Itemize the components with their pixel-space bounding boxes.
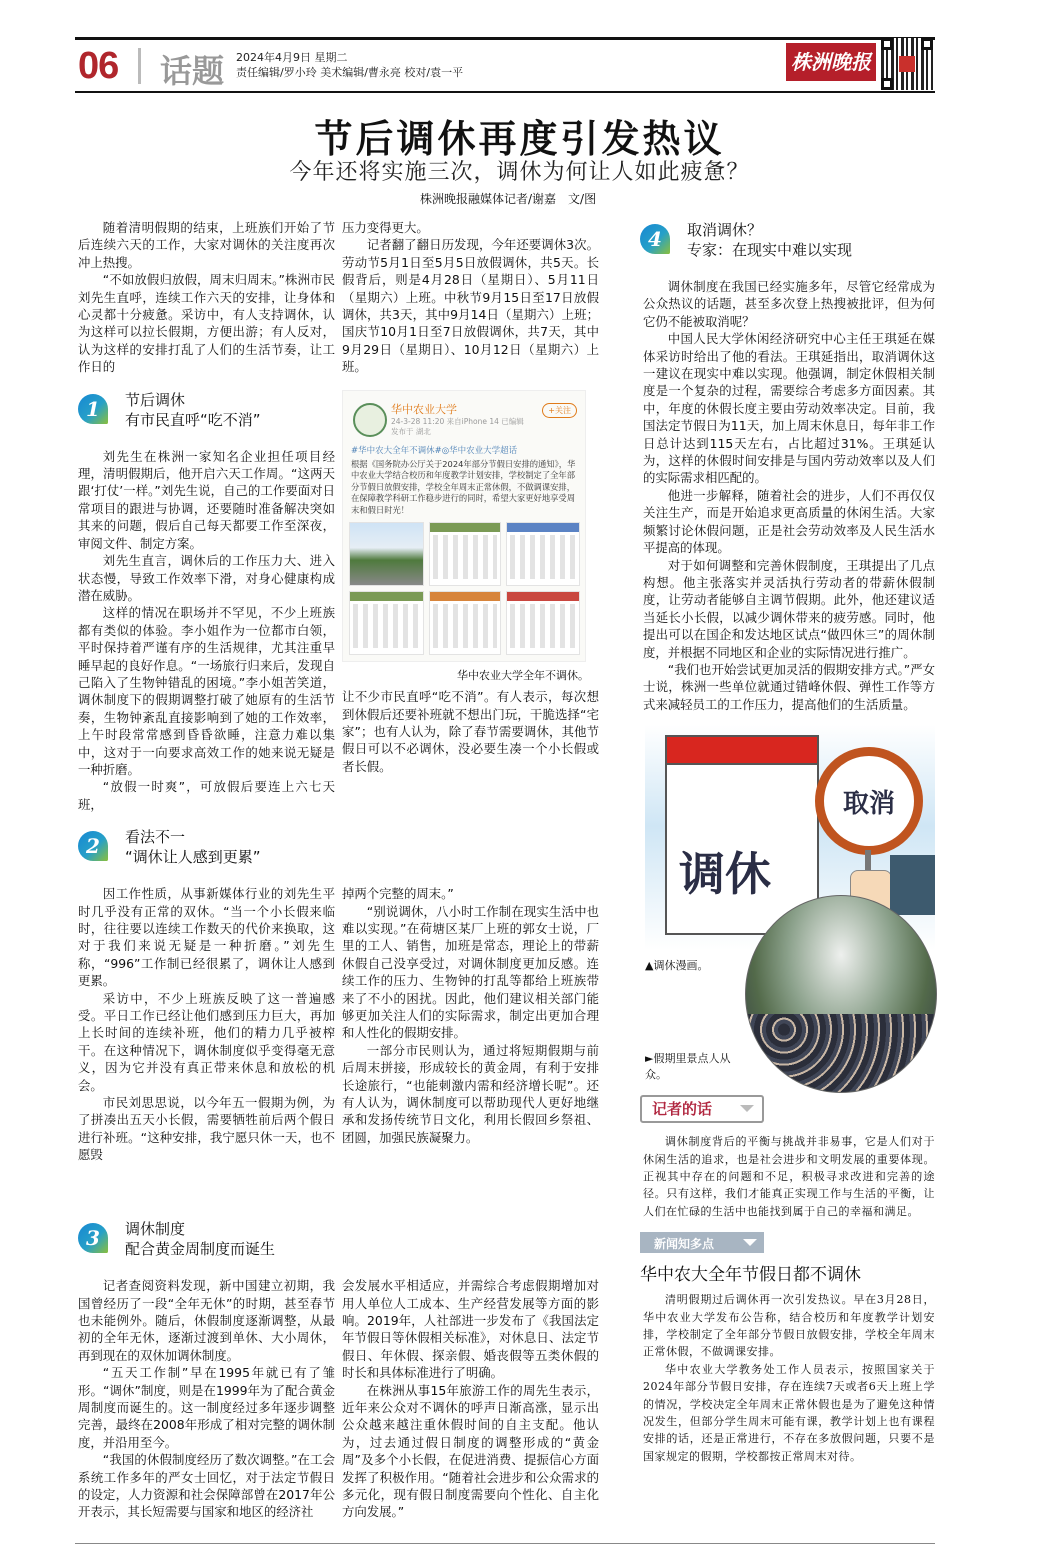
- news-box-body: [640, 1291, 935, 1465]
- issue-meta: [236, 50, 463, 80]
- weibo-account: 华中农业大学: [391, 402, 457, 416]
- bottom-rule: [75, 1543, 935, 1544]
- paragraph: 在株洲从事15年旅游工作的周先生表示，近年来公众对不调休的呼声日渐高涨，显示出公众越来越注重休假时间的自主支配。他认为，过去通过假日制度的调整形成的“黄金周”及多个小长假，在促进消费、提振信心方面发挥了积极作用。“随着社会进步和公众需求的多元化，现有假日制度需要向个性化、自主化方向发展。”: [342, 1382, 599, 1520]
- holiday-calendar: [506, 591, 580, 655]
- heading-line: 有市民直呼“吃不消”: [125, 410, 261, 429]
- section4-col: [640, 278, 935, 713]
- holiday-calendar: [506, 522, 580, 586]
- cancel-sign: 取消: [815, 747, 923, 855]
- post-location: 发布于 湖北: [391, 426, 431, 436]
- section-number-badge: 2: [78, 831, 108, 861]
- right-column: [640, 220, 935, 1465]
- paragraph: “别说调休，八小时工作制在现实生活中也难以实现。”在荷塘区某厂上班的郭女士说，厂里的工人、销售，加班是常态，理论上的带薪休假自己没享受过，对调休制度更加反感。连续工作的压力、生物钟的打乱等都给上班族带来了不小的困扰。因此，他们建议相关部门能够更加关注人们的实际需求，制定出更加合理和人性化的假期安排。: [342, 903, 599, 1041]
- paragraph: “我们也开始尝试更加灵活的假期安排方式。”严女士说，株洲一些单位就通过错峰休假、弹性工作等方式来减轻员工的工作压力，提高他们的生活质量。: [643, 661, 935, 712]
- editors: 责任编辑/罗小玲 美术编辑/曹永亮 校对/袁一平: [236, 66, 464, 79]
- post-time: 24-3-28 11:20 来自iPhone 14 已编辑: [391, 416, 524, 426]
- paragraph: 华中农业大学教务处工作人员表示，按照国家关于2024年部分节假日安排，存在连续7天或者6天上班上学的情况，学校决定全年周末正常休假也是为了避免这种情况发生，但部分学生周末可能有课，教学计划上也有课程安排的话，还是正常进行，不存在多放假问题，只要不是国家规定的假期，学校都按正常周末对待。: [643, 1362, 935, 1463]
- heading-line: “调休让人感到更累”: [125, 848, 261, 867]
- heading-line: 配合黄金周制度而诞生: [125, 1240, 276, 1259]
- intro-col1: [78, 219, 335, 390]
- chevron-down-icon: [740, 1105, 754, 1112]
- crowd-photo: [745, 895, 937, 1093]
- section3-col2: [342, 1219, 599, 1535]
- calendar-binding: [665, 735, 819, 765]
- issue-date: 2024年4月9日 星期二: [236, 51, 348, 64]
- heading-line: 看法不一: [125, 828, 186, 847]
- weibo-images: [349, 522, 579, 655]
- paragraph: 这样的情况在职场并不罕见，不少上班族都有类似的体验。李小姐作为一位都市白领，平时保持着严谨有序的生活规律，尤其注重早睡早起的良好作息。“一场旅行归来后，发现自己陷入了生物钟错乱的困境。”李小姐苦笑道，调休制度下的假期调整打破了她原有的生活节奏，生物钟紊乱直接影响到了她的工作效率，上午时段常常感到昏昏欲睡，注意力难以集中，这对于一向要求高效工作的她来说无疑是一种折磨。: [78, 605, 335, 777]
- paragraph: 让不少市民直呼“吃不消”。有人表示，每次想到休假后还要补班就不想出门玩，干脆选择“宅家”；也有人认为，除了春节需要调休，其他节假日可以不必调休，没必要生凑一个小长假或者长假。: [342, 689, 599, 774]
- paragraph: 清明假期过后调休再一次引发热议。早在3月28日，华中农业大学发布公告称，结合校历和年度教学计划安排，学校制定了全年部分节假日放假安排，学校全年周末正常休假，不做调课安排。: [643, 1293, 935, 1359]
- section-number-badge: 3: [78, 1223, 108, 1253]
- heading-line: 节后调休: [125, 390, 186, 409]
- heading-line: 调休制度: [125, 1220, 186, 1239]
- article-subtitle: 今年还将实施三次，调休为何让人如此疲惫？: [289, 160, 750, 185]
- section-number-badge: 1: [78, 394, 108, 424]
- heading-line: 取消调休？: [687, 221, 763, 239]
- news-box-label: [640, 1232, 764, 1253]
- paragraph: 掉两个完整的周末。”: [342, 886, 454, 902]
- paragraph: “我国的休假制度经历了数次调整。”在工会系统工作多年的严女士回忆，对于法定节假日的设定，人力资源和社会保障部曾在2017年公开表示，其长短需要与国家和地区的经济社: [78, 1452, 335, 1520]
- section2-col1: [78, 827, 335, 1219]
- paragraph: 随着清明假期的结束，上班族们开始了节后连续六天的工作，大家对调休的关注度再次冲上热搜。: [78, 220, 335, 270]
- section2-col2: [342, 827, 599, 1219]
- label-text: 记者的话: [652, 1100, 713, 1119]
- heading-line: 专家：在现实中难以实现: [687, 241, 853, 259]
- paragraph: “不如放假归放假，周末归周末。”株洲市民刘先生直呼，连续工作六天的安排，让身体和心灵都十分疲惫。采访中，有人支持调休，认为这样可以拉长假期，方便出游；有人反对，认为这样的安排打乱了人们的生活节奏，让工作日的: [78, 272, 335, 375]
- intro-col2: [342, 219, 599, 390]
- paragraph: 对于如何调整和完善休假制度，王琪提出了几点构想。他主张落实并灵活执行劳动者的带薪休假制度，让劳动者能够自主调节假期。此外，他还建议适当延长小长假，以减少调休带来的疲劳感。同时，他提出可以在国企和发达地区试点“做四休三”的周休制度，并根据不同地区和企业的实际情况进行推广。: [643, 557, 935, 660]
- section-heading: [125, 827, 261, 867]
- sleeve: [890, 855, 935, 915]
- paragraph: 记者查阅资料发现，新中国建立初期，我国曾经历了一段“全年无休”的时期，甚至春节也未能例外。随后，休假制度逐渐调整，从最初的全年无休，逐渐过渡到单休、大小周休，再到现在的双休加调休制度。: [78, 1278, 335, 1363]
- label-text: 新闻知多点: [654, 1237, 715, 1252]
- weibo-caption: 华中农业大学全年不调休。: [457, 669, 589, 683]
- cartoon-caption: ▲调休漫画。: [645, 959, 709, 973]
- paragraph: 刘先生在株洲一家知名企业担任项目经理，清明假期后，他开启六天工作周。“这两天跟‘打仗’一样。”刘先生说，自己的工作要面对日常项目的跟进与协调，还要随时准备解决突如其来的问题，假后自己每天都要工作至深夜，审阅文件、制定方案。: [78, 448, 335, 551]
- section-heading-block: [78, 390, 335, 448]
- university-avatar: [353, 403, 387, 437]
- section-number-badge: 4: [640, 224, 670, 254]
- crowd: [746, 1014, 936, 1092]
- weibo-header: [343, 391, 585, 445]
- article-title: 节后调休再度引发热议: [314, 117, 725, 161]
- top-rule: [75, 37, 935, 40]
- paragraph: 记者翻了翻日历发现，今年还要调休3次。劳动节5月1日至5月5日放假调休，共5天。长假背后，则是4月28日（星期日）、5月11日（星期六）上班。中秋节9月15日至17日放假调休，共3天，其中9月14日（星期六）上班；国庆节10月1日至7日放假调休，共7天，其中9月29日（星期日）、10月12日（星期六）上班。: [342, 237, 599, 375]
- section-name: 话题: [160, 52, 225, 90]
- page-number: 06: [78, 45, 119, 87]
- paragraph: “五天工作制”早在1995年就已有了雏形。“调休”制度，则是在1999年为了配合黄金周制度而诞生的。这一制度经过多年逐步调整完善，最终在2008年形成了相对完整的调休制度，并沿用至今。: [78, 1365, 335, 1450]
- section-heading-block: [640, 220, 935, 278]
- holiday-calendar: [349, 591, 424, 655]
- weibo-hashtag: #华中农大全年不调休#◎华中农业大学超话: [351, 445, 518, 456]
- section-heading-block: [78, 1219, 335, 1277]
- paragraph: 因工作性质，从事新媒体行业的刘先生平时几乎没有正常的双休。“当一个小长假来临时，往往要以连续工作数天的代价来换取，这对于我们来说无疑是一种折磨。”刘先生称，“996”工作制已经很累了，调休让人感到更累。: [78, 886, 335, 989]
- paragraph: “放假一时爽”，可放假后要连上六七天班，: [78, 779, 335, 812]
- reporter-note-body: [640, 1133, 935, 1220]
- divider: [138, 48, 141, 84]
- chevron-down-icon: [743, 1239, 757, 1246]
- paragraph: 中国人民大学休闲经济研究中心主任王琪延在媒体采访时给出了他的看法。王琪延指出，取消调休这一建议在现实中难以实现。他强调，制定休假相关制度是一个复杂的过程，需要综合考虑多方面因素。其中，年度的休假长度主要由劳动效率决定。目前，我国法定节假日为11天，加上周末休息日，每年非工作日总计达到115天左右，占比超过31%。王琪延认为，这样的休假时间安排是与国内劳动效率以及人们的实际需求相匹配的。: [643, 331, 935, 486]
- header-rule: [75, 91, 935, 93]
- paragraph: 调休制度背后的平衡与挑战并非易事，它是人们对于休闲生活的追求，也是社会进步和文明发展的重要体现。正视其中存在的问题和不足，积极寻求改进和完善的途径。只有这样，我们才能真正实现工作与生活的平衡，让人们在忙碌的生活中也能找到属于自己的幸福和满足。: [643, 1135, 935, 1218]
- news-box-headline: 华中农大全年节假日都不调休: [640, 1265, 861, 1286]
- byline: 株洲晚报融媒体记者/谢嘉 文/图: [420, 192, 597, 206]
- paragraph: 压力变得更大。: [342, 220, 429, 235]
- illustrations: [640, 725, 935, 1093]
- reporter-note-label: [640, 1095, 764, 1123]
- photo-caption: ►假期里景点人从众。: [645, 1052, 731, 1082]
- follow-button: +关注: [542, 403, 577, 418]
- left-columns: [78, 219, 599, 1535]
- section-heading: [687, 220, 852, 260]
- paragraph: 他进一步解释，随着社会的进步，人们不再仅仅关注生产，而是开始追求更高质量的休闲生活。大家频繁讨论休假问题，正是社会劳动效率及人民生活水平提高的体现。: [643, 487, 935, 556]
- section-heading: [125, 1219, 275, 1259]
- section1-col2: [342, 390, 599, 828]
- weibo-text: 根据《国务院办公厅关于2024年部分节假日安排的通知》，华中农业大学结合校历和年度教学计划安排，学校制定了全年部分节假日放假安排，学校全年周末正常休假，不做调课安排，在保障教学科研工作稳步进行的同时，希望大家更好地享受周末和假日时光！: [351, 458, 576, 515]
- campus-photo: [349, 522, 424, 586]
- section-heading-block: [78, 827, 335, 885]
- section3-col1: [78, 1219, 335, 1535]
- masthead-logo: 株洲晚报: [786, 43, 876, 81]
- weibo-time: [391, 417, 524, 437]
- paragraph: 刘先生直言，调休后的工作压力大、进入状态慢，导致工作效率下滑，对身心健康构成潜在威胁。: [78, 553, 335, 603]
- paragraph: 一部分市民则认为，通过将短期假期与前后周末拼接，形成较长的黄金周，有利于安排长途旅行，“也能刺激内需和经济增长呢”。还有人认为，调休制度可以帮助现代人更好地继承和发扬传统节日文化，利用长假回乡祭祖、团圆，加强民族凝聚力。: [342, 1042, 599, 1145]
- qr-code-icon: [881, 38, 933, 90]
- holiday-calendar: [429, 522, 501, 586]
- holiday-calendar: [429, 591, 501, 655]
- calendar-text: 调休: [679, 847, 771, 902]
- paragraph: 采访中，不少上班族反映了这一普遍感受。平日工作已经让他们感到压力巨大，再加上长时间的连续补班，他们的精力几乎被榨干。在这种情况下，调休制度似乎变得毫无意义，因为它并没有真正带来休息和放松的机会。: [78, 990, 335, 1093]
- paragraph: 调休制度在我国已经实施多年，尽管它经常成为公众热议的话题，甚至多次登上热搜被批评，但为何它仍不能被取消呢？: [643, 279, 935, 329]
- section1-col1: [78, 390, 335, 828]
- weibo-post-screenshot: [342, 390, 586, 663]
- paragraph: 会发展水平相适应，并需综合考虑假期增加对用人单位人工成本、生产经营发展等方面的影响。2019年，人社部进一步发布了《我国法定年节假日等休假相关标准》，对休息日、法定节假日、年休假、探亲假、婚丧假等五类休假的时长和具体标准进行了明确。: [342, 1278, 599, 1381]
- section-heading: [125, 390, 261, 430]
- paragraph: 市民刘思思说，以今年五一假期为例，为了拼凑出五天小长假，需要牺牲前后两个假日进行补班。“这种安排，我宁愿只休一天，也不愿毁: [78, 1095, 335, 1163]
